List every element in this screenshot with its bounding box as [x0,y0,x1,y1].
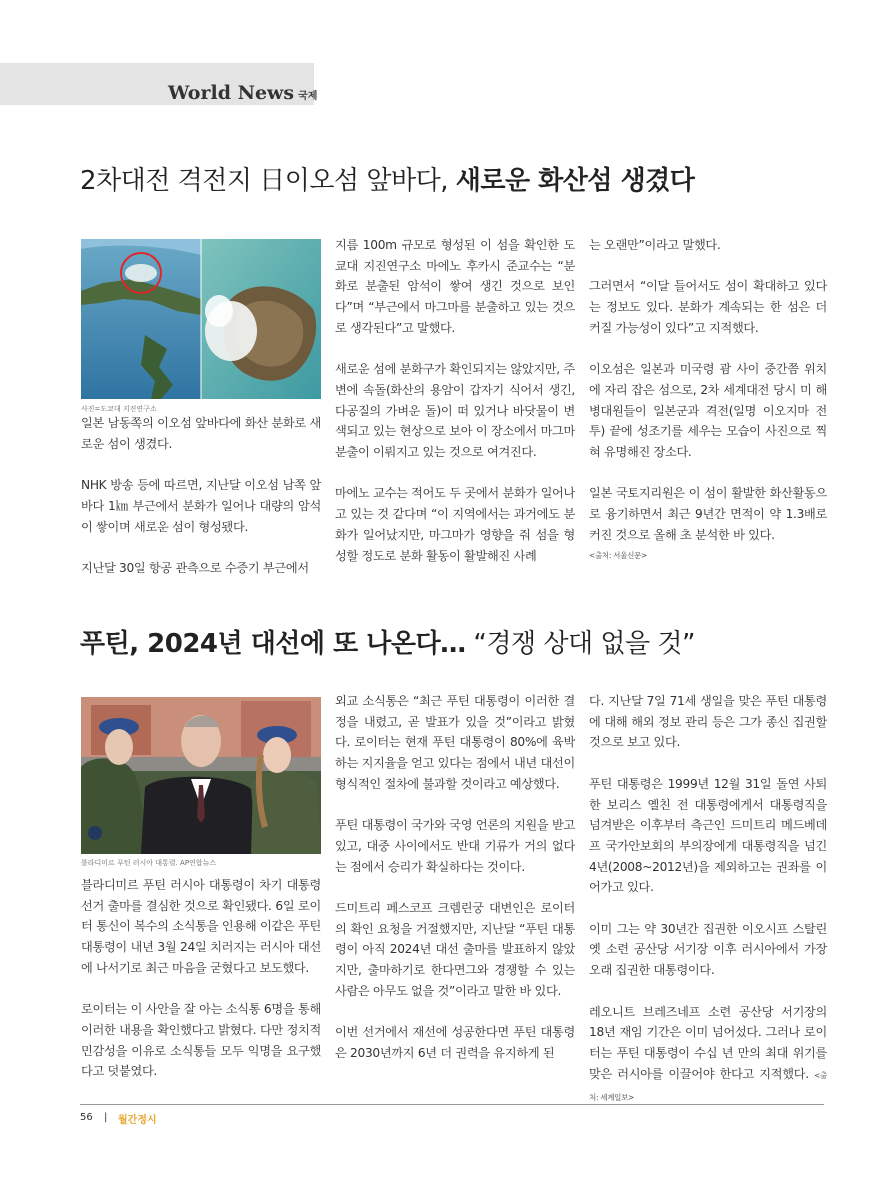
volcanic-island-photo [81,239,321,399]
footer-divider [80,1104,824,1105]
article1-source: <출처: 서울신문> [589,550,647,560]
article2-column-1 [81,875,321,1082]
article1-headline [80,160,694,197]
article1-paragraph: NHK 방송 등에 따르면, 지난달 이오섬 남쪽 앞바다 1㎞ 부근에서 분화가 일어나 대량의 암석이 쌓이며 새로운 섬이 형성됐다. [81,478,321,534]
article1-headline-bold: 새로운 화산섬 생겼다 [455,166,695,196]
article1-column-3 [589,235,827,566]
article2-paragraph: 블라디미르 푸틴 러시아 대통령이 차기 대통령 선거 출마를 결심한 것으로 확인됐다. 6일 로이터 통신이 복수의 소식통을 인용해 이같은 푸틴 대통령이 내년 3월 24일 치러지는 러시아 대선에 나서기로 최근 마음을 굳혔다고 보도했다. [81,878,321,975]
article2-paragraph: 이미 그는 약 30년간 집권한 이오시프 스탈린 옛 소련 공산당 서기장 이후 러시아에서 가장 오래 집권한 대통령이다. [589,921,827,978]
article2-headline-thin: “경쟁 상대 없을 것” [473,629,695,659]
section-subtitle: 국제 [298,91,318,102]
article1-paragraph: 새로운 섬에 분화구가 확인되지는 않았지만, 주변에 속돌(화산의 용암이 갑자기 식어서 생긴, 다공질의 가벼운 돌)이 떠 있거나 바닷물이 변색되고 있는 현상으로 보아 이 장소에서 마그마 분출이 이뤄지고 있는 것으로 여겨진다. [335,362,575,460]
article1-photo-credit: 사진=도쿄대 지진연구소 [81,405,157,413]
article1-column-1 [81,413,321,579]
article1-paragraph: 마에노 교수는 적어도 두 곳에서 분화가 일어나고 있는 것 같다며 “이 지역에서는 과거에도 분화가 일어났지만, 마그마가 영향을 줘 섬을 형성할 정도로 분화 활동이 활발해진 사례 [335,486,575,563]
article1-paragraph: 그러면서 “이달 들어서도 섬이 확대하고 있다는 정보도 있다. 분화가 계속되는 한 섬은 더 커질 가능성이 있다”고 지적했다. [589,279,827,335]
magazine-logo: 월간정시 [118,1115,157,1126]
article2-paragraph: 이번 선거에서 재선에 성공한다면 푸틴 대통령은 2030년까지 6년 더 권력을 유지하게 된 [335,1025,575,1060]
article1-paragraph: 지난달 30일 항공 관측으로 수증기 부근에서 [81,560,309,575]
section-title: World News [168,82,295,104]
page-separator: | [104,1112,108,1123]
article2-headline-bold: 푸틴, 2024년 대선에 또 나온다… [80,629,466,659]
article2-headline [80,623,695,660]
article1-headline-thin: 2차대전 격전지 日이오섬 앞바다, [80,166,448,196]
article2-last-paragraph: 레오니트 브레즈네프 소련 공산당 서기장의 18년 재임 기간은 이미 넘어섰다. 그러나 로이터는 푸틴 대통령이 수십 년 만의 최대 위기를 맞은 러시아를 이끌어야 한다고 지적했다. [589,1004,827,1081]
article2-column-2 [335,691,575,1064]
section-header [168,82,317,104]
article1-paragraph: 이오섬은 일본과 미국령 괌 사이 중간쯤 위치에 자리 잡은 섬으로, 2차 세계대전 당시 미 해병대원들이 일본군과 격전(일명 이오지마 전투) 끝에 성조기를 세우는 모습이 사진으로 찍혀 유명해진 장소다. [589,362,827,459]
article2-source: <출처: 세계일보> [589,1070,827,1103]
article1-column-2 [335,235,575,566]
article2-paragraph: 드미트리 페스코프 크렘린궁 대변인은 로이터의 확인 요청을 거절했지만, 지난달 “푸틴 대통령이 아직 2024년 대선 출마를 발표하지 않았지만, 출마하기로 한다면그와 경쟁할 수 있는 사람은 아무도 없을 것”이라고 말한 바 있다. [335,901,575,998]
article2-paragraph: 외교 소식통은 “최근 푸틴 대통령이 이러한 결정을 내렸고, 곧 발표가 있을 것”이라고 밝혔다. 로이터는 현재 푸틴 대통령이 80%에 육박하는 지지율을 얻고 있다는 점에서 내년 대선이 형식적인 절차에 불과할 것이라고 예상했다. [335,694,575,791]
putin-photo [81,697,321,854]
article2-paragraph: 다. 지난달 7일 71세 생일을 맞은 푸틴 대통령에 대해 해외 정보 관리 등은 그가 종신 집권할 것으로 보고 있다. [589,694,827,750]
article2-column-3 [589,691,827,1109]
article2-paragraph [589,1002,827,1110]
article1-paragraph: 일본 국토지리원은 이 섬이 활발한 화산활동으로 융기하면서 최근 9년간 면적이 약 1.3배로 커진 것으로 올해 초 분석한 바 있다. [589,486,827,542]
page-number: 56 [80,1112,93,1123]
article2-paragraph: 로이터는 이 사안을 잘 아는 소식통 6명을 통해 이러한 내용을 확인했다고 밝혔다. 다만 정치적 민감성을 이유로 소식통들 모두 익명을 요구했다고 덧붙였다. [81,1002,321,1079]
article2-paragraph: 푸틴 대통령이 국가와 국영 언론의 지원을 받고 있고, 대중 사이에서도 반대 기류가 거의 없다는 점에서 승리가 확실하다는 것이다. [335,818,575,874]
article2-paragraph: 푸틴 대통령은 1999년 12월 31일 돌연 사퇴한 보리스 옐친 전 대통령에게서 대통령직을 넘겨받은 이후부터 측근인 드미트리 메드베데프 국가안보회의 부의장에게 대통령직을 넘긴 4년(2008~2012년)을 제외하고는 권좌를 이어가고 있다. [589,776,827,895]
article2-photo-credit: 블라디미르 푸틴 러시아 대통령. AP연합뉴스 [81,859,217,867]
article1-paragraph: 는 오랜만”이라고 말했다. [589,238,721,252]
article1-paragraph: 지름 100m 규모로 형성된 이 섬을 확인한 도쿄대 지진연구소 마에노 후카시 준교수는 “분화로 분출된 암석이 쌓여 생긴 것으로 보인다”며 “부근에서 마그마를 분출하고 있는 것으로 생각된다”고 말했다. [335,238,575,335]
article1-paragraph: 일본 남동쪽의 이오섬 앞바다에 화산 분화로 새로운 섬이 생겼다. [81,416,321,451]
